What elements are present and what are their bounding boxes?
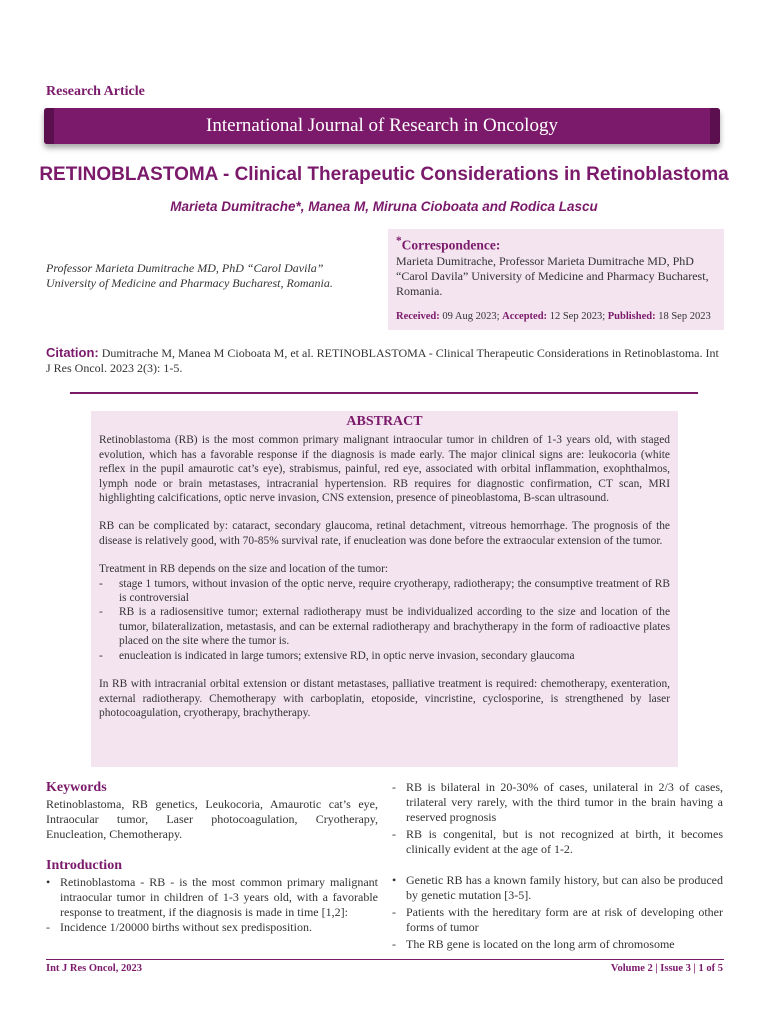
citation: [46, 345, 726, 376]
abstract-paragraph: RB can be complicated by: cataract, secondary glaucoma, retinal detachment, vitreous hemorrhage. The prognosis of the disease is relatively good, with 70-85% survival rate, if enucleation was done before the extraocular extension of the tumor.: [99, 520, 670, 547]
published-label: Published:: [607, 311, 656, 322]
right-column: [392, 780, 723, 954]
list-item: • Retinoblastoma - RB - is the most common primary malignant intraocular tumor in children of 1-3 years old, with a favorable response to treatment, if the diagnosis is made in time [1,2]:: [46, 875, 378, 920]
abstract-treatment-list: [99, 577, 670, 663]
list-item: - stage 1 tumors, without invasion of the optic nerve, require cryotherapy, radiotherapy; the consumptive treatment of RB is controversial: [99, 577, 670, 606]
accepted-label: Accepted:: [502, 311, 548, 322]
publication-dates: [396, 311, 711, 322]
list-item: - RB is a radiosensitive tumor; external radiotherapy must be individualized according to the size and location of the tumor, bilateralization, metastasis, and can be external radiotherapy and brachytherapy in the form of radioactive plates placed on the site where the tumor is.: [99, 605, 670, 648]
citation-text: Dumitrache M, Manea M Cioboata M, et al. RETINOBLASTOMA - Clinical Therapeutic Considerations in Retinoblastoma. Int J Res Oncol. 2023 2(3): 1-5.: [46, 346, 719, 375]
article-type-label: Research Article: [46, 84, 145, 99]
published-date: 18 Sep 2023: [658, 311, 711, 322]
footer-journal: Int J Res Oncol, 2023: [46, 963, 142, 974]
correspondence-heading: [396, 235, 716, 254]
author-list: Marieta Dumitrache*, Manea M, Miruna Cioboata and Rodica Lascu: [170, 199, 598, 214]
list-item: - RB is congenital, but is not recognized at birth, it becomes clinically evident at the age of 1-2.: [392, 827, 723, 857]
section-divider: [70, 392, 698, 394]
right-column-list: [392, 780, 723, 857]
paper-title: RETINOBLASTOMA - Clinical Therapeutic Considerations in Retinoblastoma: [39, 164, 729, 185]
abstract-box: [91, 411, 678, 767]
introduction-list: [46, 875, 378, 935]
abstract-heading: ABSTRACT: [346, 414, 423, 429]
abstract-paragraph: In RB with intracranial orbital extension or distant metastases, palliative treatment is required: chemotherapy, exenteration, external radiotherapy. Chemotherapy with carboplatin, etoposide, vincristine, cyclosporine, is strengthened by laser photocoagulation, cryotherapy, brachytherapy.: [99, 678, 670, 719]
citation-label: Citation:: [46, 345, 99, 360]
footer-divider: [46, 959, 724, 960]
abstract-paragraph: Retinoblastoma (RB) is the most common primary malignant intraocular tumor in children of 1-3 years old, with staged evolution, which has a favorable response if the diagnosis is made early. The major clinical signs are: leukocoria (white reflex in the pupil amaurotic cat’s eye), strabismus, painful, red eye, associated with orbital inflammation, exophthalmos, lymph node or brain metastases, intracranial hypertension. RB requires for diagnostic confirmation, CT scan, MRI highlighting calcifications, optic nerve invasion, CNS extension, presence of pineoblastoma, B-scan ultrasound.: [99, 434, 670, 505]
correspondence-marker: *: [396, 235, 402, 247]
received-label: Received:: [396, 311, 440, 322]
footer-page-info: Volume 2 | Issue 3 | 1 of 5: [610, 963, 723, 974]
affiliation: Professor Marieta Dumitrache MD, PhD “Carol Davila” University of Medicine and Pharmacy Bucharest, Romania.: [46, 261, 333, 290]
received-date: 09 Aug 2023;: [442, 311, 500, 322]
journal-banner: [44, 108, 720, 144]
keywords-heading: Keywords: [46, 780, 107, 795]
introduction-heading: Introduction: [46, 858, 122, 873]
correspondence-heading-text: Correspondence:: [401, 237, 501, 253]
correspondence-box: [388, 229, 724, 330]
keywords-text: Retinoblastoma, RB genetics, Leukocoria, Amaurotic cat’s eye, Intraocular tumor, Laser photocoagulation, Cryotherapy, Enucleation, Chemotherapy.: [46, 797, 378, 841]
accepted-date: 12 Sep 2023;: [549, 311, 606, 322]
list-item: • Genetic RB has a known family history, but can also be produced by genetic mutation [3-5].: [392, 873, 723, 903]
list-item: - Incidence 1/20000 births without sex predisposition.: [46, 920, 378, 935]
list-item: - enucleation is indicated in large tumors; extensive RD, in optic nerve invasion, secondary glaucoma: [99, 649, 670, 663]
left-column: [46, 780, 378, 935]
list-item: - RB is bilateral in 20-30% of cases, unilateral in 2/3 of cases, trilateral very rarely, with the third tumor in the brain having a reserved prognosis: [392, 780, 723, 825]
list-item: - The RB gene is located on the long arm of chromosome: [392, 937, 723, 952]
list-item: - Patients with the hereditary form are at risk of developing other forms of tumor: [392, 905, 723, 935]
right-column-list-2: [392, 873, 723, 952]
abstract-paragraph: Treatment in RB depends on the size and location of the tumor:: [99, 563, 389, 576]
journal-name: International Journal of Research in Oncology: [206, 115, 558, 136]
correspondence-text: Marieta Dumitrache, Professor Marieta Dumitrache MD, PhD “Carol Davila” University of Medicine and Pharmacy Bucharest, Romania.: [396, 253, 709, 298]
